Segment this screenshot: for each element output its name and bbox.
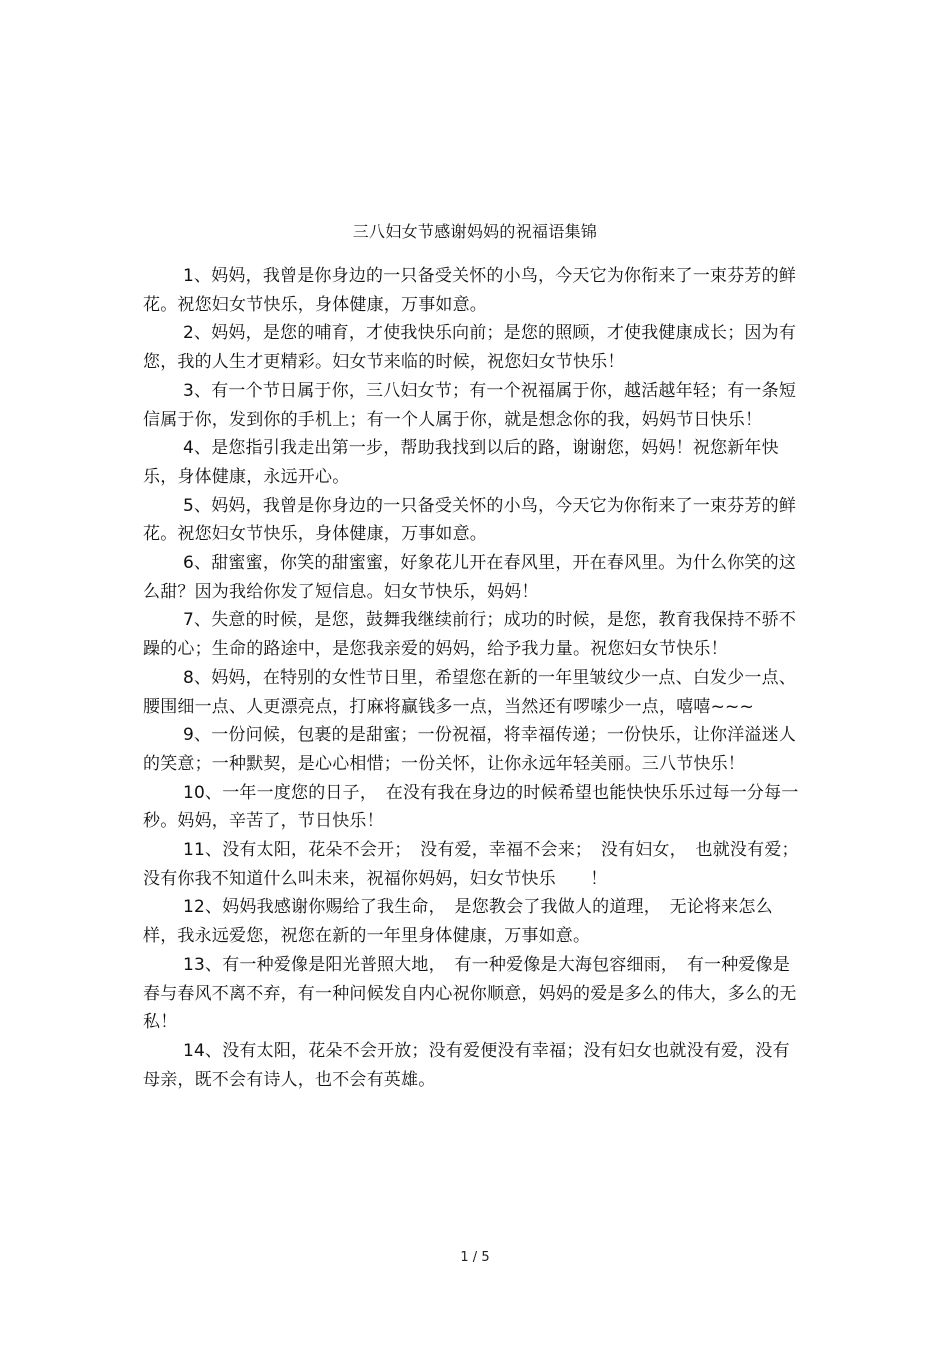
paragraph-3: 3、有一个节日属于你，三八妇女节；有一个祝福属于你，越活越年轻；有一条短信属于你，发到你的手机上；有一个人属于你，就是想念你的我，妈妈节日快乐！	[143, 380, 797, 430]
paragraph-10: 10、一年一度您的日子， 在没有我在身边的时候希望也能快快乐乐过每一分每一秒。妈妈，辛苦了，节日快乐！	[143, 782, 799, 832]
paragraph-11: 11、没有太阳，花朵不会开； 没有爱，幸福不会来； 没有妇女， 也就没有爱；没有你我不知道什么叫未来，祝福你妈妈，妇女节快乐 ！	[143, 840, 799, 889]
paragraph-6: 6、甜蜜蜜，你笑的甜蜜蜜，好象花儿开在春风里，开在春风里。为什么你笑的这么甜？因为我给你发了短信息。妇女节快乐，妈妈！	[143, 553, 797, 602]
paragraph-7: 7、失意的时候，是您，鼓舞我继续前行；成功的时候，是您，教育我保持不骄不躁的心；生命的路途中，是您我亲爱的妈妈，给予我力量。祝您妇女节快乐！	[143, 610, 797, 660]
paragraph-2: 2、妈妈，是您的哺育，才使我快乐向前；是您的照顾，才使我健康成长；因为有您，我的人生才更精彩。妇女节来临的时候，祝您妇女节快乐！	[143, 323, 797, 373]
paragraph-13: 13、有一种爱像是阳光普照大地， 有一种爱像是大海包容细雨， 有一种爱像是春与春风不离不弃，有一种问候发自内心祝你顺意，妈妈的爱是多么的伟大，多么的无私！	[143, 954, 797, 1033]
paragraph-8: 8、妈妈，在特别的女性节日里，希望您在新的一年里皱纹少一点、白发少一点、腰围细一点、人更漂亮点，打麻将赢钱多一点，当然还有啰嗦少一点，嘻嘻~~~	[143, 667, 797, 717]
document-body	[143, 262, 805, 1094]
paragraph-14: 14、没有太阳，花朵不会开放；没有爱便没有幸福；没有妇女也就没有爱，没有母亲，既不会有诗人，也不会有英雄。	[143, 1040, 790, 1090]
page-indicator: 1 / 5	[460, 1250, 490, 1265]
paragraph-9: 9、一份问候，包裹的是甜蜜；一份祝福，将幸福传递；一份快乐，让你洋溢迷人的笑意；一种默契，是心心相惜；一份关怀，让你永远年轻美丽。三八节快乐！	[143, 725, 797, 774]
paragraph-1: 1、妈妈，我曾是你身边的一只备受关怀的小鸟，今天它为你衔来了一束芬芳的鲜花。祝您妇女节快乐，身体健康，万事如意。	[143, 266, 797, 315]
document-title: 三八妇女节感谢妈妈的祝福语集锦	[352, 222, 598, 241]
paragraph-5: 5、妈妈，我曾是你身边的一只备受关怀的小鸟，今天它为你衔来了一束芬芳的鲜花。祝您妇女节快乐，身体健康，万事如意。	[143, 495, 797, 545]
paragraph-12: 12、妈妈我感谢你赐给了我生命， 是您教会了我做人的道理， 无论将来怎么样，我永远爱您，祝您在新的一年里身体健康，万事如意。	[143, 897, 773, 947]
paragraph-4: 4、是您指引我走出第一步，帮助我找到以后的路，谢谢您，妈妈！祝您新年快乐，身体健康，永远开心。	[143, 438, 779, 487]
